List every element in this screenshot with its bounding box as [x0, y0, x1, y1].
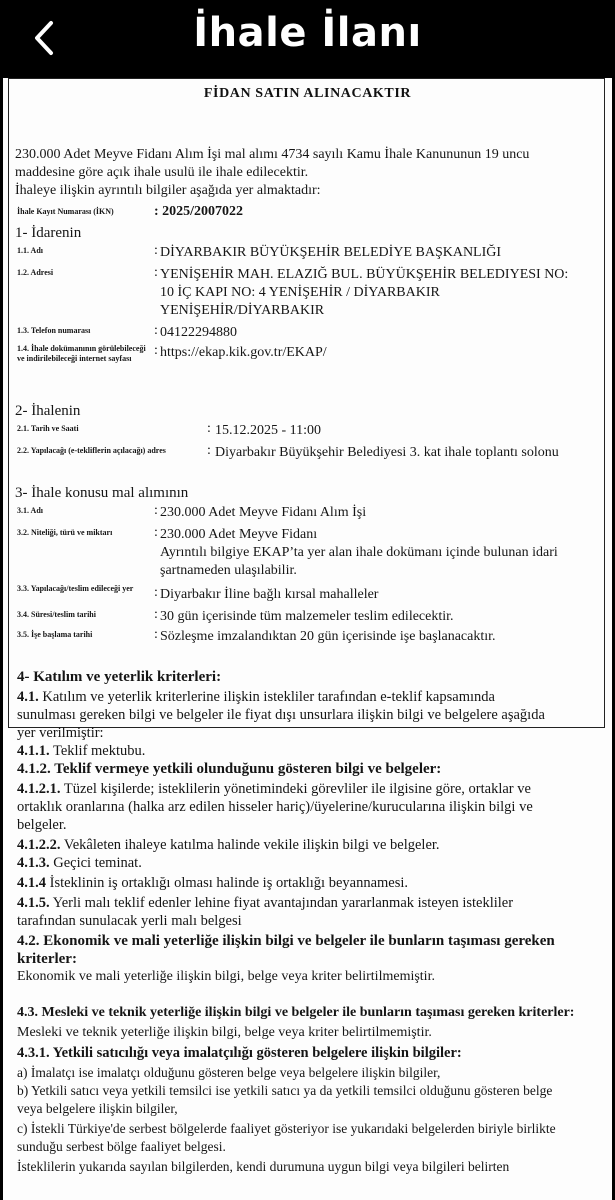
colon: :	[154, 265, 158, 280]
pc-line-2: sunduğu serbest bölge faaliyet belgesi.	[17, 1139, 226, 1154]
p413-number: 4.1.3.	[17, 855, 50, 871]
intro-line-2: maddesine göre açık ihale usulü ile ihale edilecektir.	[15, 165, 309, 180]
s1-2-value-line-2: 10 İÇ KAPI NO: 4 YENİŞEHİR / DİYARBAKIR	[160, 285, 440, 300]
s1-2-value-line-3: YENİŞEHİR/DİYARBAKIR	[160, 303, 325, 318]
p415-number: 4.1.5.	[17, 895, 50, 911]
s2-2-label: 2.2. Yapılacağı (e-tekliflerin açılacağı) adres	[17, 446, 166, 455]
s1-2-label: 1.2. Adresi	[17, 268, 54, 277]
s3-5-value: Sözleşme imzalandıktan 20 gün içerisinde işe başlanacaktır.	[160, 629, 496, 644]
p41-line-2: sunulması gereken bilgi ve belgeler ile fiyat dışı unsurlara ilişkin bilgi ve belgelere aşağıda	[17, 707, 545, 723]
p414-text: İsteklinin iş ortaklığı olması halinde iş ortaklığı beyannamesi.	[46, 875, 409, 891]
intro-line-1: 230.000 Adet Meyve Fidanı Alım İşi mal alımı 4734 sayılı Kamu İhale Kanununun 19 uncu	[15, 147, 530, 162]
p411-text: Teklif mektubu.	[49, 743, 146, 759]
document-page	[3, 78, 612, 1200]
p412-heading: 4.1.2. Teklif vermeye yetkili olunduğunu gösteren bilgi ve belgeler:	[17, 761, 442, 777]
p411-line	[17, 742, 145, 760]
p4122-number: 4.1.2.2.	[17, 837, 61, 853]
colon: :	[154, 627, 158, 642]
p4122-line	[17, 836, 440, 854]
p42-heading-line-2: kriterler:	[17, 951, 77, 967]
s1-4-value: https://ekap.kik.gov.tr/EKAP/	[160, 345, 327, 360]
s3-4-label: 3.4. Süresi/teslim tarihi	[17, 610, 96, 619]
pb-line-2: veya belgelere ilişkin bilgiler,	[17, 1101, 178, 1116]
top-bar	[0, 0, 615, 78]
colon: :	[154, 525, 158, 540]
s3-3-value: Diyarbakır İline bağlı kırsal mahalleler	[160, 587, 379, 602]
section-1-title: 1- İdarenin	[15, 225, 82, 241]
s1-3-label: 1.3. Telefon numarası	[17, 326, 91, 335]
p413-line	[17, 854, 142, 872]
p42-text: Ekonomik ve mali yeterliğe ilişkin bilgi, belge veya kriter belirtilmemiştir.	[17, 969, 435, 984]
section-2-title: 2- İhalenin	[15, 403, 81, 419]
s2-1-value: 15.12.2025 - 11:00	[215, 423, 322, 438]
s1-2-value-line-1: YENİŞEHİR MAH. ELAZIĞ BUL. BÜYÜKŞEHİR BELEDIYESI NO:	[160, 267, 569, 282]
s2-2-value: Diyarbakır Büyükşehir Belediyesi 3. kat ihale toplantı solonu	[215, 445, 559, 460]
p4121-text-1: Tüzel kişilerde; isteklilerin yönetimindeki görevliler ile ilgisine göre, ortaklar ve	[60, 781, 531, 797]
s3-5-label: 3.5. İşe başlama tarihi	[17, 630, 93, 639]
ikn-label: İhale Kayıt Numarası (İKN)	[17, 207, 114, 216]
p415-line-1	[17, 894, 513, 912]
colon: :	[154, 323, 158, 338]
s3-4-value: 30 gün içerisinde tüm malzemeler teslim edilecektir.	[160, 609, 454, 624]
colon: :	[154, 607, 158, 622]
s3-2-value-line-3: şartnameden ulaşılabilir.	[160, 563, 297, 578]
intro-line-3: İhaleye ilişkin ayrıntılı bilgiler aşağıda yer almaktadır:	[15, 183, 321, 198]
p43-text: Mesleki ve teknik yeterliğe ilişkin bilgi, belge veya kriter belirtilmemiştir.	[17, 1025, 432, 1040]
p4121-number: 4.1.2.1.	[17, 781, 61, 797]
plast-line: İsteklilerin yukarıda sayılan bilgilerden, kendi durumuna uygun bilgi veya bilgileri belirten	[17, 1159, 510, 1174]
s1-4-label: 1.4. İhale dokümanının görülebileceği ve indirilebileceği internet sayfası	[17, 344, 146, 363]
p41-number: 4.1.	[17, 689, 39, 705]
colon: :	[207, 443, 211, 458]
section-4-title: 4- Katılım ve yeterlik kriterleri:	[17, 669, 222, 685]
colon: :	[154, 585, 158, 600]
p413-text: Geçici teminat.	[49, 855, 142, 871]
p414-line	[17, 874, 408, 892]
document-title: FİDAN SATIN ALINACAKTIR	[203, 86, 412, 101]
ikn-value: : 2025/2007022	[154, 204, 244, 219]
colon: :	[154, 503, 158, 518]
p431-heading: 4.3.1. Yetkili satıcılığı veya imalatçılığı gösteren belgelere ilişkin bilgiler:	[17, 1045, 462, 1061]
p4121-line-2: ortaklık oranlarına (halka arz edilen hisseler hariç)/üyelerine/kurucularına ilişkin bilgi ve	[17, 799, 533, 815]
s3-2-value-line-1: 230.000 Adet Meyve Fidanı	[160, 527, 318, 542]
colon: :	[154, 343, 158, 358]
p4122-text: Vekâleten ihaleye katılma halinde vekile ilişkin bilgi ve belgeler.	[60, 837, 440, 853]
s3-2-label: 3.2. Niteliği, türü ve miktarı	[17, 528, 113, 537]
s2-1-label: 2.1. Tarih ve Saati	[17, 424, 79, 433]
pc-line-1: c) İstekli Türkiye'de serbest bölgelerde faaliyet gösteriyor ise yukarıdaki belgelerden biriyle birlikte	[17, 1121, 556, 1136]
p41-text-1: Katılım ve yeterlik kriterlerine ilişkin istekliler tarafından e-teklif kapsamında	[38, 689, 495, 705]
p43-heading: 4.3. Mesleki ve teknik yeterliğe ilişkin bilgi ve belgeler ile bunların taşıması gereken kriterler:	[17, 1005, 575, 1020]
p42-heading-line-1: 4.2. Ekonomik ve mali yeterliğe ilişkin bilgi ve belgeler ile bunların taşıması gereken	[17, 933, 555, 949]
s3-1-label: 3.1. Adı	[17, 506, 44, 515]
p415-text-1: Yerli malı teklif edenler lehine fiyat avantajından yararlanmak isteyen istekliler	[49, 895, 514, 911]
p415-line-2: tarafından sunulacak yerli malı belgesi	[17, 913, 242, 929]
s3-3-label: 3.3. Yapılacağı/teslim edileceği yer	[17, 584, 134, 593]
s1-1-value: DİYARBAKIR BÜYÜKŞEHİR BELEDİYE BAŞKANLIĞI	[160, 245, 502, 260]
s1-1-label: 1.1. Adı	[17, 246, 44, 255]
s3-1-value: 230.000 Adet Meyve Fidanı Alım İşi	[160, 505, 367, 520]
p4121-line-3: belgeler.	[17, 817, 67, 833]
colon: :	[207, 421, 211, 436]
p41-line-3: yer verilmiştir:	[17, 725, 104, 741]
page-title: İhale İlanı	[193, 10, 422, 56]
pb-line-1: b) Yetkili satıcı veya yetkili temsilci ise yetkili satıcı ya da yetkili temsilci olduğunu gösteren belge	[17, 1083, 553, 1098]
ikn-number: 2025/2007022	[162, 204, 244, 219]
p4121-line-1	[17, 780, 531, 798]
pa-line: a) İmalatçı ise imalatçı olduğunu gösteren belge veya belgelere ilişkin bilgiler,	[17, 1065, 441, 1080]
s3-2-value-line-2: Ayrıntılı bilgiye EKAP’ta yer alan ihale dokümanı içinde bulunan idari	[160, 545, 558, 560]
p41-line-1	[17, 688, 495, 706]
s1-3-value: 04122294880	[160, 325, 237, 340]
p411-number: 4.1.1.	[17, 743, 50, 759]
p414-number: 4.1.4	[17, 875, 46, 891]
colon: :	[154, 243, 158, 258]
section-3-title: 3- İhale konusu mal alımının	[15, 485, 189, 501]
